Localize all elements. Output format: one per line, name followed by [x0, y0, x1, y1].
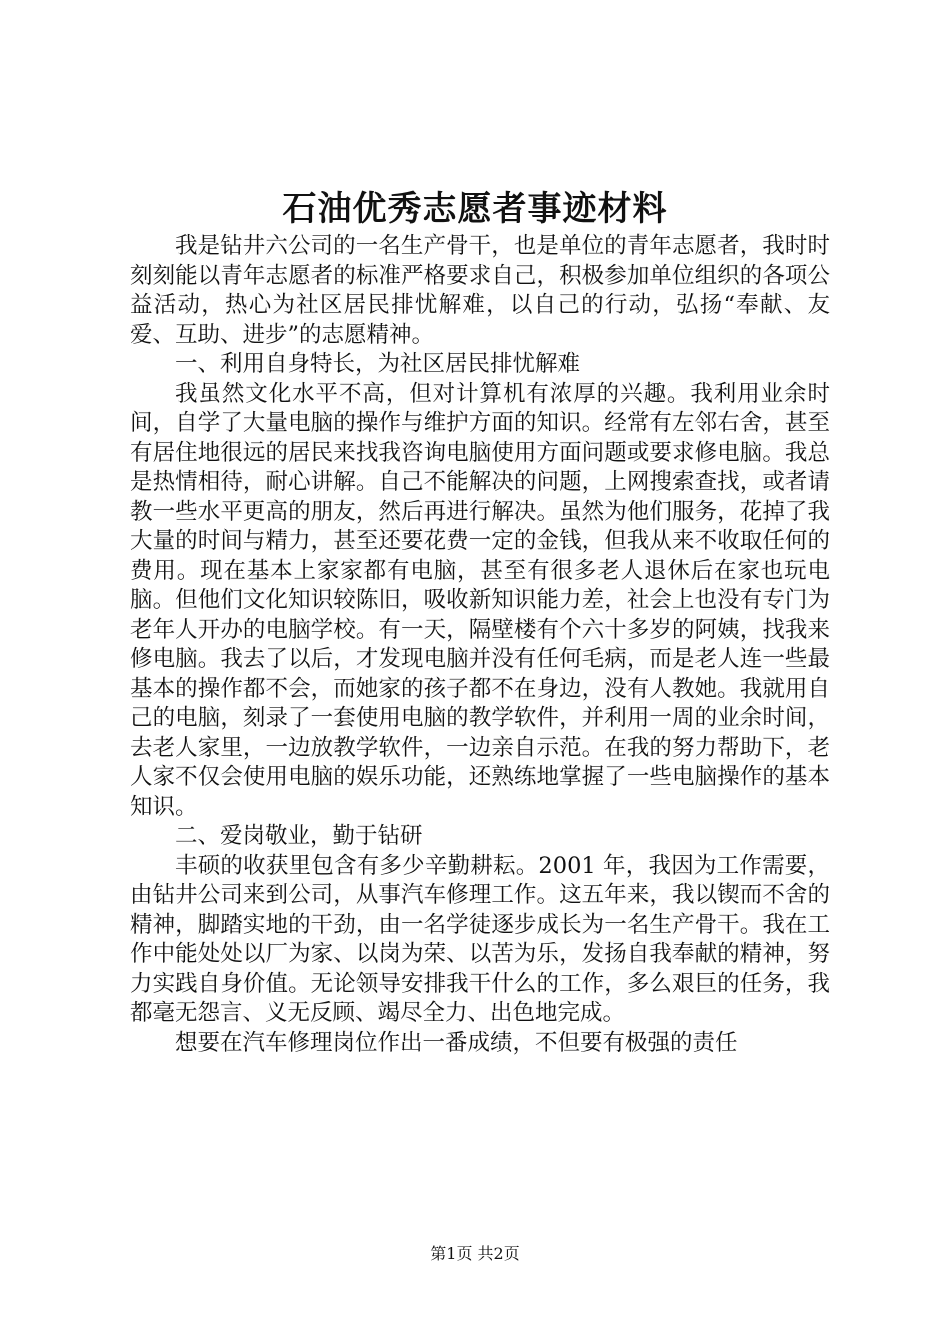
paragraph-car-repair: 想要在汽车修理岗位作出一番成绩，不但要有极强的责任 — [175, 1029, 738, 1056]
section-heading-2: 二、爱岗敬业，勤于钻研 — [175, 823, 423, 849]
paragraph-computer-help: 我虽然文化水平不高，但对计算机有浓厚的兴趣。我利用业余时间，自学了大量电脑的操作与维护方面的知识。经常有左邻右舍，甚至有居住地很远的居民来找我咨询电脑使用方面问题或要求修电脑。我总是热情相待，耐心讲解。自己不能解决的问题，上网搜索查找，或者请教一些水平更高的朋友，然后再进行解决。虽然为他们服务，花掉了我大量的时间与精力，甚至还要花费一定的金钱，但我从来不收取任何的费用。现在基本上家家都有电脑，甚至有很多老人退休后在家也玩电脑。但他们文化知识较陈旧，吸收新知识能力差，社会上也没有专门为老年人开办的电脑学校。有一天，隔壁楼有个六十多岁的阿姨，找我来修电脑。我去了以后，才发现电脑并没有任何毛病，而是老人连一些最基本的操作都不会，而她家的孩子都不在身边，没有人教她。我就用自己的电脑，刻录了一套使用电脑的教学软件，并利用一周的业余时间，去老人家里，一边放教学软件，一边亲自示范。在我的努力帮助下，老人家不仅会使用电脑的娱乐功能，还熟练地掌握了一些电脑操作的基本知识。 — [130, 380, 830, 820]
page-footer: 第1页 共2页 — [430, 1244, 520, 1263]
document-title: 石油优秀志愿者事迹材料 — [282, 189, 668, 229]
document-body — [130, 232, 830, 1058]
paragraph-intro: 我是钻井六公司的一名生产骨干，也是单位的青年志愿者，我时时刻刻能以青年志愿者的标准严格要求自己，积极参加单位组织的各项公益活动，热心为社区居民排忧解难，以自己的行动，弘扬“奉献、友爱、互助、进步”的志愿精神。 — [130, 233, 830, 348]
section-heading-1: 一、利用自身特长，为社区居民排忧解难 — [175, 351, 581, 377]
paragraph-work-dedication: 丰硕的收获里包含有多少辛勤耕耘。2001 年，我因为工作需要，由钻井公司来到公司，从事汽车修理工作。这五年来，我以锲而不舍的精神，脚踏实地的干劲，由一名学徒逐步成长为一名生产骨干。我在工作中能处处以厂为家、以岗为荣、以苦为乐，发扬自我奉献的精神，努力实践自身价值。无论领导安排我干什么的工作，多么艰巨的任务，我都毫无怨言、义无反顾、竭尽全力、出色地完成。 — [130, 852, 830, 1026]
